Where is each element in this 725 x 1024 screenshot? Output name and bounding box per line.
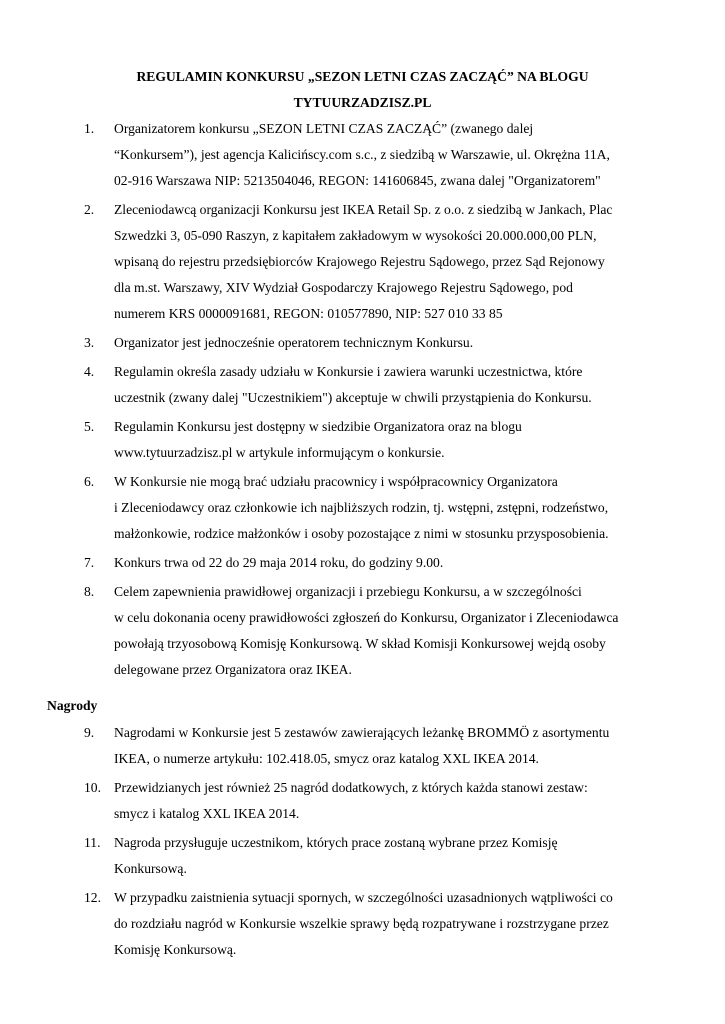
list-item	[84, 197, 684, 327]
item-text-line: wpisaną do rejestru przedsiębiorców Krajowego Rejestru Sądowego, przez Sąd Rejonowy	[114, 254, 605, 269]
item-text-line: “Konkursem”), jest agencja Kalicińscy.com s.c., z siedzibą w Warszawie, ul. Okrężna 11A,	[114, 147, 610, 162]
rules-list-prizes	[84, 720, 684, 966]
list-item	[84, 885, 684, 963]
item-text-line: numerem KRS 0000091681, REGON: 010577890, NIP: 527 010 33 85	[114, 306, 503, 321]
item-number: 4.	[84, 364, 95, 379]
item-number: 10.	[84, 780, 101, 795]
title-line-2: TYTUURZADZISZ.PL	[293, 95, 432, 110]
item-text-line: W przypadku zaistnienia sytuacji spornych, w szczególności uzasadnionych wątpliwości co	[114, 890, 613, 905]
item-text-line: Konkursową.	[114, 861, 187, 876]
item-number: 7.	[84, 555, 95, 570]
item-text-line: Konkurs trwa od 22 do 29 maja 2014 roku, do godziny 9.00.	[114, 555, 444, 570]
item-text-line: Celem zapewnienia prawidłowej organizacji i przebiegu Konkursu, a w szczególności	[114, 584, 582, 599]
item-text-line: Organizatorem konkursu „SEZON LETNI CZAS ZACZĄĆ” (zwanego dalej	[114, 121, 534, 136]
list-item	[84, 775, 684, 827]
item-text-line: dla m.st. Warszawy, XIV Wydział Gospodarczy Krajowego Rejestru Sądowego, pod	[114, 280, 573, 295]
item-text-line: Przewidzianych jest również 25 nagród dodatkowych, z których każda stanowi zestaw:	[114, 780, 588, 795]
title-line-1: REGULAMIN KONKURSU „SEZON LETNI CZAS ZACZĄĆ” NA BLOGU	[136, 69, 589, 84]
list-item	[84, 720, 684, 772]
item-text-line: powołają trzyosobową Komisję Konkursową. W skład Komisji Konkursowej wejdą osoby	[114, 636, 606, 651]
section-heading-prizes: Nagrody	[47, 698, 98, 713]
item-text-line: małżonkowie, rodzice małżonków i osoby pozostające z nimi w stosunku przysposobienia.	[114, 526, 609, 541]
item-number: 1.	[84, 121, 95, 136]
list-item	[84, 359, 684, 411]
item-number: 5.	[84, 419, 95, 434]
rules-list-general	[84, 116, 684, 686]
item-text-line: Regulamin określa zasady udziału w Konkursie i zawiera warunki uczestnictwa, które	[114, 364, 583, 379]
item-text-line: www.tytuurzadzisz.pl w artykule informującym o konkursie.	[114, 445, 445, 460]
list-item	[84, 116, 684, 194]
item-text-line: w celu dokonania oceny prawidłowości zgłoszeń do Konkursu, Organizator i Zleceniodawca	[114, 610, 619, 625]
item-text-line: IKEA, o numerze artykułu: 102.418.05, smycz oraz katalog XXL IKEA 2014.	[114, 751, 539, 766]
list-item	[84, 579, 684, 683]
item-text-line: do rozdziału nagród w Konkursie wszelkie sprawy będą rozpatrywane i rozstrzygane przez	[114, 916, 609, 931]
document-title	[0, 64, 725, 116]
item-text-line: Zleceniodawcą organizacji Konkursu jest IKEA Retail Sp. z o.o. z siedzibą w Jankach, Plac	[114, 202, 613, 217]
item-number: 2.	[84, 202, 95, 217]
list-item	[84, 830, 684, 882]
item-text-line: smycz i katalog XXL IKEA 2014.	[114, 806, 300, 821]
item-text-line: 02-916 Warszawa NIP: 5213504046, REGON: 141606845, zwana dalej "Organizatorem"	[114, 173, 601, 188]
item-number: 9.	[84, 725, 95, 740]
item-text-line: uczestnik (zwany dalej "Uczestnikiem") akceptuje w chwili przystąpienia do Konkursu.	[114, 390, 592, 405]
item-text-line: Nagrodami w Konkursie jest 5 zestawów zawierających leżankę BROMMÖ z asortymentu	[114, 725, 610, 740]
item-text-line: W Konkursie nie mogą brać udziału pracownicy i współpracownicy Organizatora	[114, 474, 558, 489]
item-text-line: Komisję Konkursową.	[114, 942, 237, 957]
item-number: 8.	[84, 584, 95, 599]
item-text-line: i Zleceniodawcy oraz członkowie ich najbliższych rodzin, tj. wstępni, zstępni, rodzeństwo,	[114, 500, 609, 515]
item-number: 3.	[84, 335, 95, 350]
list-item	[84, 330, 684, 356]
item-number: 12.	[84, 890, 101, 905]
list-item	[84, 414, 684, 466]
item-text-line: Regulamin Konkursu jest dostępny w siedzibie Organizatora oraz na blogu	[114, 419, 522, 434]
item-text-line: delegowane przez Organizatora oraz IKEA.	[114, 662, 352, 677]
item-text-line: Szwedzki 3, 05-090 Raszyn, z kapitałem zakładowym w wysokości 20.000.000,00 PLN,	[114, 228, 597, 243]
item-text-line: Organizator jest jednocześnie operatorem technicznym Konkursu.	[114, 335, 474, 350]
list-item	[84, 469, 684, 547]
item-text-line: Nagroda przysługuje uczestnikom, których prace zostaną wybrane przez Komisję	[114, 835, 558, 850]
list-item	[84, 550, 684, 576]
item-number: 6.	[84, 474, 95, 489]
item-number: 11.	[84, 835, 101, 850]
